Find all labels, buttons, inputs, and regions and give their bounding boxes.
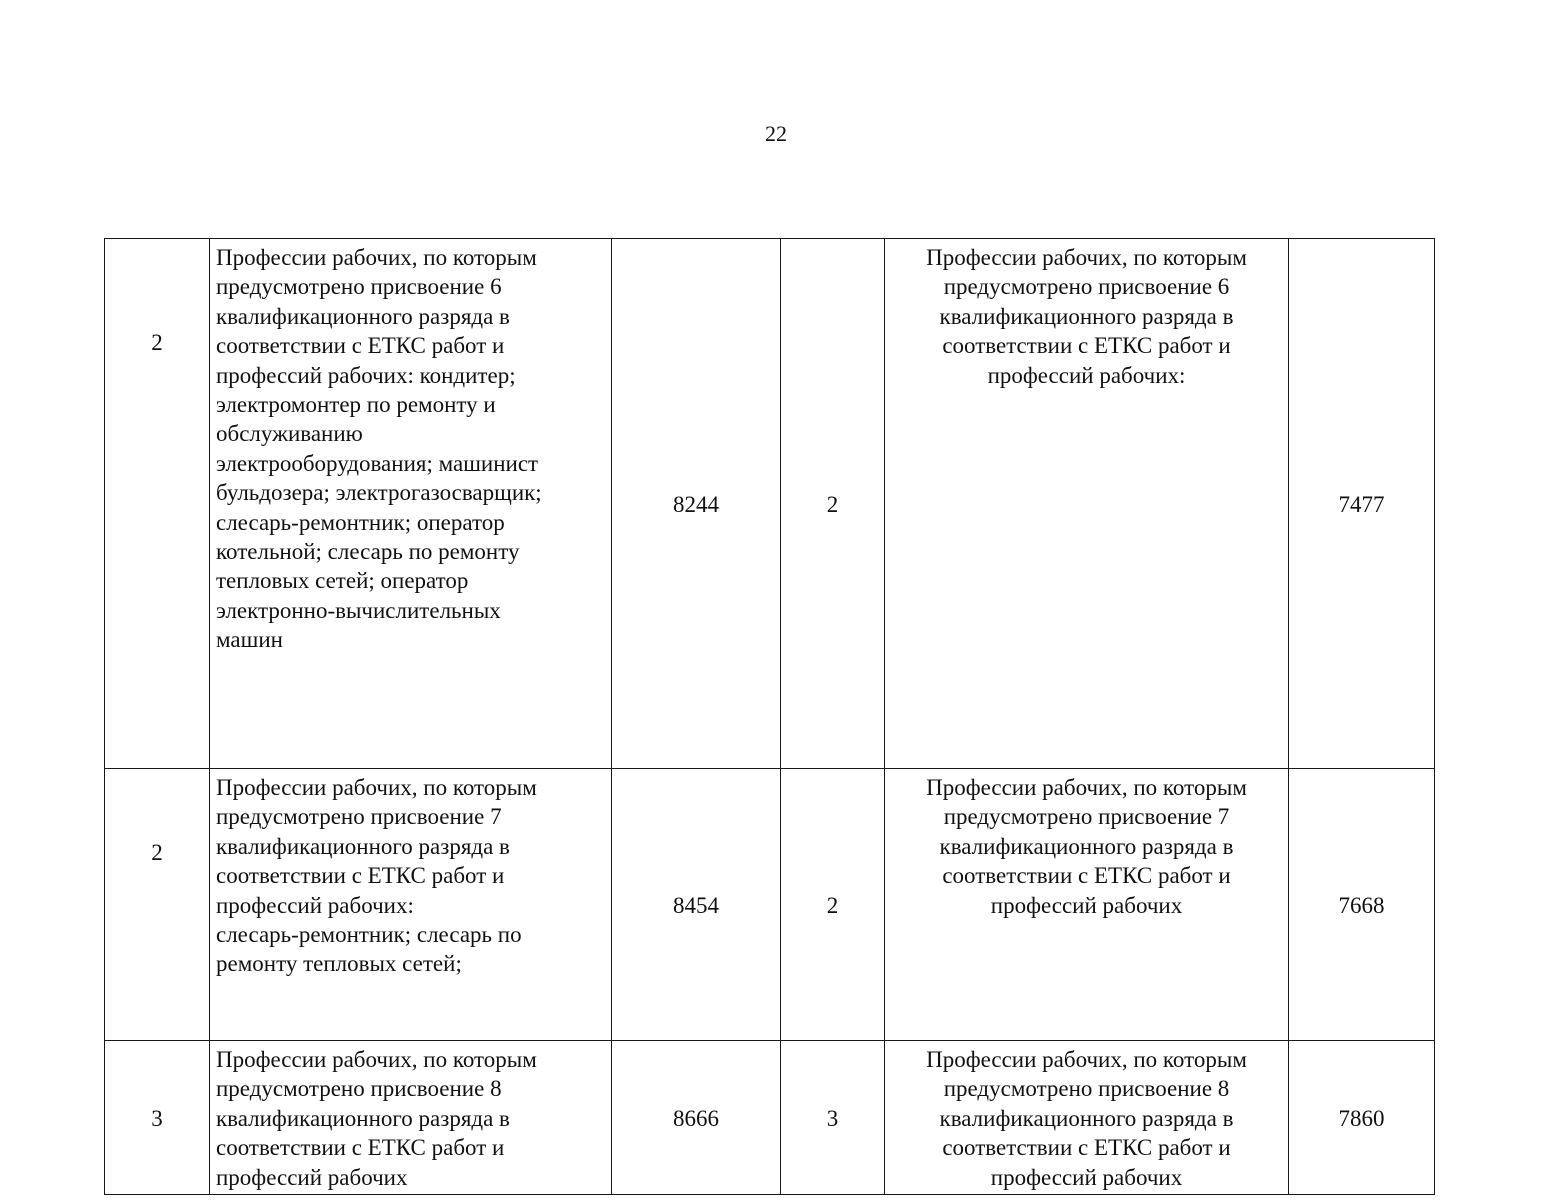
text-line: Профессии рабочих, по которым	[926, 1047, 1247, 1072]
text-line: тепловых сетей; оператор	[216, 568, 469, 594]
text-line: Профессии рабочих, по которым	[216, 775, 537, 800]
profession-description-cell	[885, 769, 1289, 1041]
text-line: электромонтер по ремонту и	[216, 392, 496, 418]
text-line: профессий рабочих:	[216, 892, 414, 918]
table-row	[105, 1041, 1435, 1195]
text-line: соответствии с ЕТКС работ и	[216, 333, 505, 359]
text-line: обслуживанию	[216, 421, 363, 447]
text-line: соответствии с ЕТКС работ и	[942, 333, 1231, 359]
text-line: предусмотрено присвоение 7	[216, 804, 502, 830]
profession-description-cell	[885, 1041, 1289, 1195]
salary-value-cell: 7860	[1289, 1041, 1435, 1195]
text-line: профессий рабочих:	[987, 362, 1186, 388]
text-line: ремонту тепловых сетей;	[216, 951, 462, 977]
text-line: электронно-вычислительных	[216, 597, 501, 623]
group-number-cell: 2	[105, 239, 210, 769]
group-number-cell: 2	[781, 239, 885, 769]
table-row	[105, 769, 1435, 1041]
page-number: 22	[765, 121, 787, 146]
salary-value-cell: 8244	[612, 239, 781, 769]
text-line: квалификационного разряда в	[939, 303, 1234, 329]
table-row	[105, 239, 1435, 769]
profession-description-cell	[210, 239, 612, 769]
text-line: предусмотрено присвоение 6	[943, 274, 1230, 300]
salary-value-cell: 8666	[612, 1041, 781, 1195]
text-line: квалификационного разряда в	[939, 833, 1234, 859]
text-line: квалификационного разряда в	[216, 303, 510, 329]
text-line: профессий рабочих	[216, 1164, 408, 1190]
text-line: бульдозера; электрогазосварщик;	[216, 480, 542, 506]
text-line: слесарь-ремонтник; слесарь по	[216, 922, 522, 948]
text-line: предусмотрено присвоение 8	[216, 1076, 502, 1102]
text-line: профессий рабочих: кондитер;	[216, 362, 516, 388]
group-number-cell: 2	[781, 769, 885, 1041]
profession-description-cell	[210, 769, 612, 1041]
text-line: машин	[216, 627, 283, 653]
text-line: Профессии рабочих, по которым	[216, 1047, 537, 1072]
group-number-cell: 2	[105, 769, 210, 1041]
text-line: котельной; слесарь по ремонту	[216, 539, 520, 565]
text-line: предусмотрено присвоение 6	[216, 274, 502, 300]
text-line: Профессии рабочих, по которым	[216, 245, 537, 270]
text-line: соответствии с ЕТКС работ и	[216, 1135, 505, 1161]
text-line: профессий рабочих	[990, 892, 1183, 918]
salary-value-cell: 7668	[1289, 769, 1435, 1041]
group-number-cell: 3	[105, 1041, 210, 1195]
qualification-table	[104, 238, 1435, 1195]
profession-description-cell	[885, 239, 1289, 769]
salary-value-cell: 8454	[612, 769, 781, 1041]
text-line: Профессии рабочих, по которым	[926, 245, 1247, 270]
profession-description-cell	[210, 1041, 612, 1195]
text-line: соответствии с ЕТКС работ и	[942, 863, 1231, 889]
text-line: слесарь-ремонтник; оператор	[216, 509, 505, 535]
text-line: профессий рабочих	[990, 1164, 1183, 1190]
text-line: квалификационного разряда в	[216, 833, 510, 859]
text-line: квалификационного разряда в	[939, 1105, 1234, 1131]
group-number-cell: 3	[781, 1041, 885, 1195]
text-line: соответствии с ЕТКС работ и	[942, 1135, 1231, 1161]
salary-value-cell: 7477	[1289, 239, 1435, 769]
text-line: квалификационного разряда в	[216, 1105, 510, 1131]
text-line: электрооборудования; машинист	[216, 450, 539, 476]
text-line: предусмотрено присвоение 8	[943, 1076, 1230, 1102]
text-line: соответствии с ЕТКС работ и	[216, 863, 505, 889]
text-line: предусмотрено присвоение 7	[943, 804, 1230, 830]
text-line: Профессии рабочих, по которым	[926, 775, 1247, 800]
